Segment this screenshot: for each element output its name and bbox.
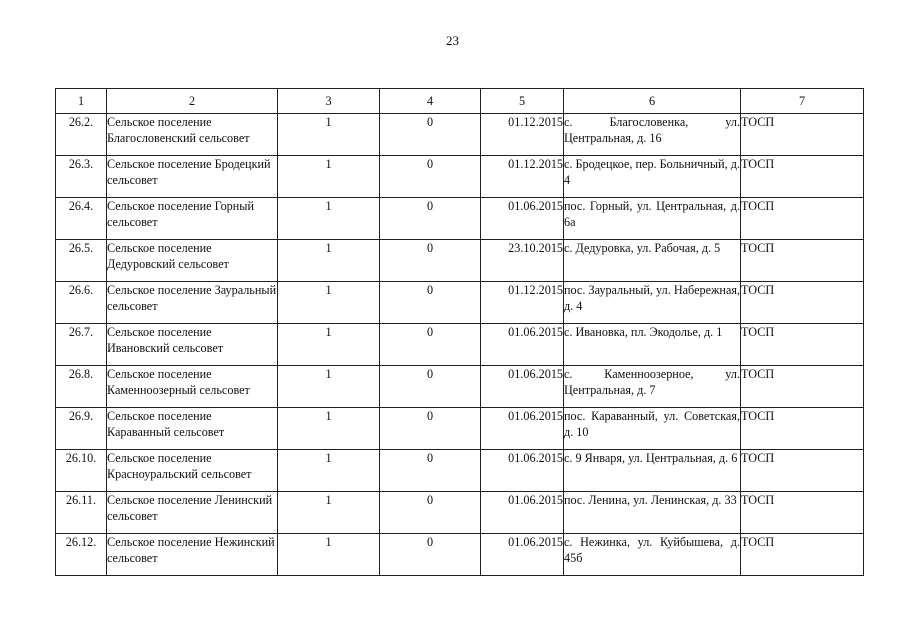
column-header: 4 bbox=[380, 89, 481, 114]
row-number: 26.4. bbox=[56, 198, 107, 240]
type-cell: ТОСП bbox=[741, 198, 864, 240]
table-row bbox=[56, 156, 864, 198]
address-cell: с. Дедуровка, ул. Рабочая, д. 5 bbox=[564, 240, 741, 282]
date-cell: 01.06.2015 bbox=[481, 366, 564, 408]
settlement-name: Сельское поселение Горный сельсовет bbox=[107, 198, 278, 240]
column-header: 6 bbox=[564, 89, 741, 114]
type-cell: ТОСП bbox=[741, 240, 864, 282]
table-row bbox=[56, 114, 864, 156]
address-cell: с. Бродецкое, пер. Больничный, д. 4 bbox=[564, 156, 741, 198]
column-3-value: 1 bbox=[278, 282, 380, 324]
column-header: 5 bbox=[481, 89, 564, 114]
column-4-value: 0 bbox=[380, 282, 481, 324]
type-cell: ТОСП bbox=[741, 408, 864, 450]
type-cell: ТОСП bbox=[741, 366, 864, 408]
type-cell: ТОСП bbox=[741, 282, 864, 324]
type-cell: ТОСП bbox=[741, 534, 864, 576]
settlement-name: Сельское поселение Благословенский сельсовет bbox=[107, 114, 278, 156]
table-row bbox=[56, 240, 864, 282]
column-4-value: 0 bbox=[380, 324, 481, 366]
row-number: 26.11. bbox=[56, 492, 107, 534]
column-3-value: 1 bbox=[278, 408, 380, 450]
column-4-value: 0 bbox=[380, 198, 481, 240]
settlement-name: Сельское поселение Караванный сельсовет bbox=[107, 408, 278, 450]
address-cell: пос. Зауральный, ул. Набережная, д. 4 bbox=[564, 282, 741, 324]
column-4-value: 0 bbox=[380, 534, 481, 576]
row-number: 26.10. bbox=[56, 450, 107, 492]
date-cell: 01.06.2015 bbox=[481, 408, 564, 450]
settlement-name: Сельское поселение Бродецкий сельсовет bbox=[107, 156, 278, 198]
date-cell: 01.06.2015 bbox=[481, 492, 564, 534]
row-number: 26.8. bbox=[56, 366, 107, 408]
document-table bbox=[55, 88, 864, 576]
column-header: 7 bbox=[741, 89, 864, 114]
table-row bbox=[56, 534, 864, 576]
header-row bbox=[56, 89, 864, 114]
type-cell: ТОСП bbox=[741, 492, 864, 534]
address-cell: пос. Горный, ул. Центральная, д. 6а bbox=[564, 198, 741, 240]
column-header: 3 bbox=[278, 89, 380, 114]
settlement-name: Сельское поселение Ленинский сельсовет bbox=[107, 492, 278, 534]
address-cell: пос. Ленина, ул. Ленинская, д. 33 bbox=[564, 492, 741, 534]
row-number: 26.6. bbox=[56, 282, 107, 324]
date-cell: 01.12.2015 bbox=[481, 114, 564, 156]
date-cell: 23.10.2015 bbox=[481, 240, 564, 282]
row-number: 26.5. bbox=[56, 240, 107, 282]
settlement-name: Сельское поселение Ивановский сельсовет bbox=[107, 324, 278, 366]
column-3-value: 1 bbox=[278, 198, 380, 240]
address-cell: с. Каменноозерное, ул. Центральная, д. 7 bbox=[564, 366, 741, 408]
type-cell: ТОСП bbox=[741, 324, 864, 366]
settlement-name: Сельское поселение Каменноозерный сельсовет bbox=[107, 366, 278, 408]
row-number: 26.2. bbox=[56, 114, 107, 156]
address-cell: с. 9 Января, ул. Центральная, д. 6 bbox=[564, 450, 741, 492]
column-3-value: 1 bbox=[278, 492, 380, 534]
type-cell: ТОСП bbox=[741, 450, 864, 492]
table-row bbox=[56, 492, 864, 534]
type-cell: ТОСП bbox=[741, 156, 864, 198]
date-cell: 01.12.2015 bbox=[481, 156, 564, 198]
column-3-value: 1 bbox=[278, 534, 380, 576]
address-cell: пос. Караванный, ул. Советская, д. 10 bbox=[564, 408, 741, 450]
address-cell: с. Нежинка, ул. Куйбышева, д. 45б bbox=[564, 534, 741, 576]
type-cell: ТОСП bbox=[741, 114, 864, 156]
column-3-value: 1 bbox=[278, 240, 380, 282]
settlement-name: Сельское поселение Дедуровский сельсовет bbox=[107, 240, 278, 282]
settlement-name: Сельское поселение Нежинский сельсовет bbox=[107, 534, 278, 576]
row-number: 26.12. bbox=[56, 534, 107, 576]
address-cell: с. Благословенка, ул. Центральная, д. 16 bbox=[564, 114, 741, 156]
table-row bbox=[56, 282, 864, 324]
table-row bbox=[56, 324, 864, 366]
column-4-value: 0 bbox=[380, 114, 481, 156]
column-4-value: 0 bbox=[380, 156, 481, 198]
settlement-name: Сельское поселение Зауральный сельсовет bbox=[107, 282, 278, 324]
column-header: 1 bbox=[56, 89, 107, 114]
column-4-value: 0 bbox=[380, 240, 481, 282]
column-4-value: 0 bbox=[380, 492, 481, 534]
date-cell: 01.06.2015 bbox=[481, 450, 564, 492]
table-body bbox=[56, 114, 864, 576]
settlement-name: Сельское поселение Красноуральский сельсовет bbox=[107, 450, 278, 492]
column-header: 2 bbox=[107, 89, 278, 114]
column-4-value: 0 bbox=[380, 366, 481, 408]
table-row bbox=[56, 408, 864, 450]
column-3-value: 1 bbox=[278, 450, 380, 492]
page-number: 23 bbox=[446, 33, 459, 48]
date-cell: 01.06.2015 bbox=[481, 324, 564, 366]
column-4-value: 0 bbox=[380, 408, 481, 450]
table-row bbox=[56, 450, 864, 492]
row-number: 26.9. bbox=[56, 408, 107, 450]
table-row bbox=[56, 198, 864, 240]
column-3-value: 1 bbox=[278, 366, 380, 408]
table-row bbox=[56, 366, 864, 408]
row-number: 26.3. bbox=[56, 156, 107, 198]
row-number: 26.7. bbox=[56, 324, 107, 366]
column-3-value: 1 bbox=[278, 156, 380, 198]
column-4-value: 0 bbox=[380, 450, 481, 492]
column-3-value: 1 bbox=[278, 324, 380, 366]
date-cell: 01.06.2015 bbox=[481, 534, 564, 576]
column-3-value: 1 bbox=[278, 114, 380, 156]
date-cell: 01.06.2015 bbox=[481, 198, 564, 240]
date-cell: 01.12.2015 bbox=[481, 282, 564, 324]
address-cell: с. Ивановка, пл. Экодолье, д. 1 bbox=[564, 324, 741, 366]
